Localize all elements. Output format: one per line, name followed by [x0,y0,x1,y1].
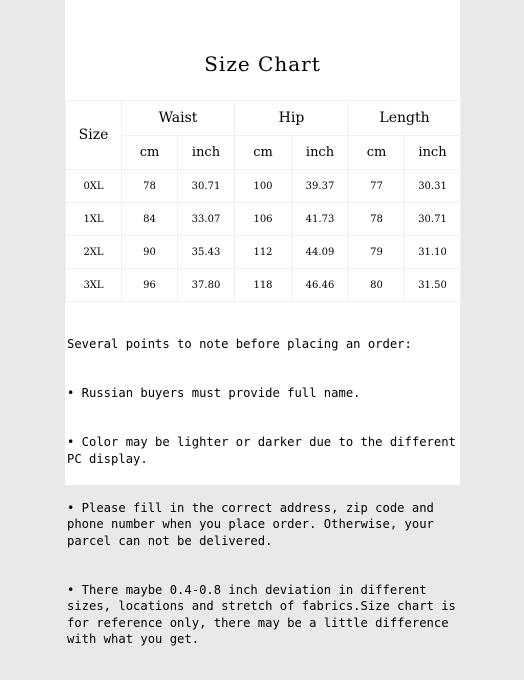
table-row [66,170,461,203]
table-unit-row [66,136,461,170]
table-cell: 78 [349,203,405,236]
table-row [66,203,461,236]
note-item: • Please fill in the correct address, zip code and phone number when you place order. Otherwise, your parcel can not be delivered. [67,500,442,548]
table-cell: 100 [235,170,292,203]
table-cell: 30.31 [405,170,461,203]
table-cell: 78 [122,170,178,203]
unit-header: cm [235,136,292,170]
table-cell: 80 [349,269,405,302]
table-cell: 30.71 [405,203,461,236]
page-title: Size Chart [204,52,321,76]
unit-header: inch [178,136,235,170]
table-header-row [66,101,461,136]
note-item: • Russian buyers must provide full name. [67,386,361,401]
unit-header: inch [292,136,349,170]
table-cell: 30.71 [178,170,235,203]
table-cell: 44.09 [292,236,349,269]
unit-header: cm [122,136,178,170]
table-row [66,236,461,269]
table-cell: 90 [122,236,178,269]
table-cell: 84 [122,203,178,236]
table-cell: 37.80 [178,269,235,302]
hip-header: Hip [235,101,349,136]
table-cell: 77 [349,170,405,203]
table-row [66,269,461,302]
size-cell: 2XL [66,236,122,269]
note-item: • Color may be lighter or darker due to the different PC display. [67,435,464,466]
table-cell: 33.07 [178,203,235,236]
table-cell: 35.43 [178,236,235,269]
table-cell: 96 [122,269,178,302]
table-cell: 79 [349,236,405,269]
size-chart-sheet [65,0,464,647]
table-cell: 41.73 [292,203,349,236]
table-cell: 31.50 [405,269,461,302]
unit-header: cm [349,136,405,170]
table-cell: 31.10 [405,236,461,269]
table-cell: 112 [235,236,292,269]
table-cell: 39.37 [292,170,349,203]
unit-header: inch [405,136,461,170]
notes-intro: Several points to note before placing an order: [67,336,412,351]
table-cell: 106 [235,203,292,236]
size-column-header: Size [66,101,122,170]
waist-header: Waist [122,101,235,136]
size-cell: 3XL [66,269,122,302]
size-table [65,100,461,302]
table-cell: 118 [235,269,292,302]
size-cell: 1XL [66,203,122,236]
order-notes [67,303,464,680]
length-header: Length [349,101,461,136]
size-cell: 0XL [66,170,122,203]
table-cell: 46.46 [292,269,349,302]
note-item: • There maybe 0.4-0.8 inch deviation in different sizes, locations and stretch of fabrics.Size chart is for reference only, there may be a little difference with what you get. [67,582,464,647]
